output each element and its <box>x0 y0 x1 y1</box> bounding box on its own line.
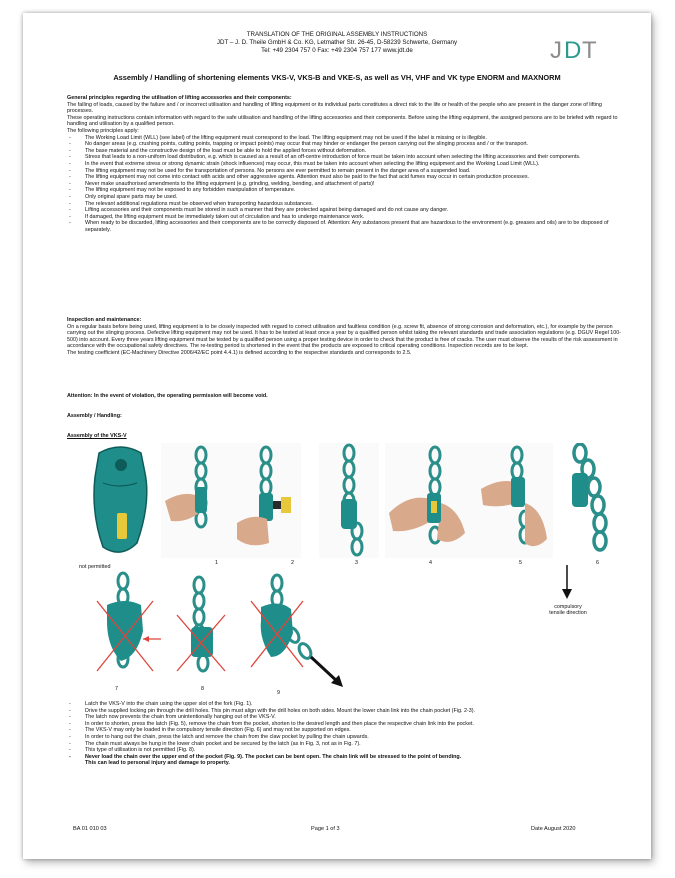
figure-4-label: 4 <box>429 560 432 566</box>
svg-text:T: T <box>582 37 597 63</box>
figure-8-label: 8 <box>201 686 204 692</box>
instructions-section <box>67 701 622 767</box>
vksv-heading: Assembly of the VKS-V <box>67 433 127 439</box>
figure-3-photo <box>319 443 379 558</box>
jdt-logo <box>550 35 600 63</box>
footer-page-number: Page 1 of 3 <box>311 826 340 832</box>
general-intro-2: These operating instructions contain information with regard to the safe utilisation and handling of the lifting accessories and their components. Before using the lifting equipment, the assigned persons are to be briefed with regard to handling and utilisation by a qualified person. <box>67 114 618 128</box>
principle-item: - Stress that leads to a non-uniform load distribution, e.g. which is caused as a result of an off-centre introduction of force must be taken into account when selecting the lifting accessories and their components. <box>67 154 622 161</box>
testing-coefficient: The testing coefficient (EC-Machinery Directive 2006/42/EC point 4.4.1) is defined according to the respective standards and corresponds to 2.5. <box>67 349 412 356</box>
figure-9-photo <box>249 573 349 688</box>
assembly-heading: Assembly / Handling: <box>67 413 122 419</box>
principle-item: - When ready to be discarded, lifting accessories and their components are to be correctly disposed of. Attention: Any substances present that are hazardous to the environment (e.g. greases and oils) are to be disposed of separately. <box>67 220 622 233</box>
principle-item: - No danger areas (e.g. crushing points, cutting points, trapping or impact points) may occur that may hinder or endanger the person carrying out the slinging process and / or the transport. <box>67 141 622 148</box>
tensile-label-line-2: tensile direction <box>549 610 587 616</box>
instruction-item: - The latch now prevents the chain from unintentionally hanging out of the VKS-V. <box>67 714 622 721</box>
figure-5-photo <box>473 443 553 558</box>
tensile-label-line-1: compulsory <box>554 604 582 610</box>
instruction-item: - In order to hang out the chain, press the latch and remove the chain from the claw pocket by pulling the chain upwards. <box>67 734 622 741</box>
figure-6-label: 6 <box>596 560 599 566</box>
principle-item: - The base material and the constructive design of the load must be able to hold the applied forces without deformation. <box>67 148 622 155</box>
principle-item: - Never make unauthorised amendments to the lifting equipment (e.g. grinding, welding, bending, and attachment of parts)! <box>67 181 622 188</box>
instruction-item: - In order to shorten, press the latch (Fig. 5), remove the chain from the pocket, shorten to the desired length and then place the respective chain link into the pocket. <box>67 721 622 728</box>
figure-7-label: 7 <box>115 686 118 692</box>
figure-4-photo <box>385 443 475 558</box>
figure-6-photo <box>558 443 618 563</box>
principle-item: - The relevant additional regulations must be observed when transporting hazardous substances. <box>67 201 622 208</box>
instruction-item: - Drive the supplied locking pin through the drill holes. This pin must align with the drill holes on both sides. Mount the lower chain link into the chain pocket (Fig. 2-3). <box>67 708 622 715</box>
inspection-heading: Inspection and maintenance: <box>67 317 142 323</box>
principle-item: - If damaged, the lifting equipment must be immediately taken out of circulation and has to undergo maintenance work. <box>67 214 622 221</box>
figure-2-label: 2 <box>291 560 294 566</box>
principle-item: - The lifting equipment may not be used for the transportation of persons. No persons are ever permitted to remain present in the danger area of a suspended load. <box>67 168 622 175</box>
figure-7-photo <box>93 571 163 681</box>
instruction-item: - Latch the VKS-V into the chain using the upper slot of the fork (Fig. 1). <box>67 701 622 708</box>
svg-text:D: D <box>564 37 583 63</box>
attention-note: Attention: In the event of violation, the operating permission will become void. <box>67 393 268 399</box>
principle-item: - The lifting equipment may not come into contact with acids and other aggressive agents. Attention must also be paid to the fact that acid fumes may occur in certain production processes. <box>67 174 622 181</box>
figure-1-photo <box>161 443 231 558</box>
instruction-item: - Never load the chain over the upper end of the pocket (Fig. 9). The pocket can be bent open. The chain link will be stressed to the point of bending. <box>67 754 622 761</box>
not-permitted-label: not permitted <box>79 564 111 570</box>
general-principles-heading: General principles regarding the utilisation of lifting accessories and their components: <box>67 95 292 101</box>
principle-item: - Only original spare parts may be used. <box>67 194 622 201</box>
header-line-1: TRANSLATION OF THE ORIGINAL ASSEMBLY INSTRUCTIONS <box>246 31 428 38</box>
footer-date: Date August 2020 <box>531 826 576 832</box>
inspection-section <box>67 317 622 357</box>
principle-item: - Lifting accessories and their components must be stored in such a manner that they are protected against being damaged and do not cause any danger. <box>67 207 622 214</box>
footer-doc-number: BA 01 010 03 <box>73 826 107 832</box>
instruction-item: - The chain must always be hung in the lower chain pocket and be secured by the latch (as in Fig. 3, not as in Fig. 7). <box>67 741 622 748</box>
document-title: Assembly / Handling of shortening elements VKS-V, VKS-B and VKE-S, as well as VH, VHF and VK type ENORM and MAXNORM <box>113 73 561 82</box>
tensile-direction-label <box>533 604 603 616</box>
principle-item: - The Working Load Limit (WLL) (see label) of the lifting equipment must correspond to the load. The lifting equipment may not be used if the label is missing or is illegible. <box>67 135 622 142</box>
instruction-item: - The VKS-V may only be loaded in the compulsory tensile direction (Fig. 6) and may not be supported on edges. <box>67 727 622 734</box>
document-page <box>23 13 651 859</box>
header-company-address: JDT – J. D. Theile GmbH & Co. KG, Letmather Str. 26-45, D-58239 Schwerte, Germany <box>216 39 458 46</box>
general-principles-section <box>67 95 622 233</box>
principles-list <box>67 135 622 234</box>
figure-8-photo <box>173 575 233 680</box>
general-intro-1: The falling of loads, caused by the failure and / or incorrect utilisation and handling of lifting equipment or its individual parts constitutes a direct risk to the life or health of the people who are present in the danger zone of lifting processes. <box>67 101 602 115</box>
inspection-text: On a regular basis before being used, lifting equipment is to be closely inspected with regard to correct utilisation and faultless condition (e.g. screw fit, absence of strong corrosion and deformation, etc.), for example by the person carrying out the slinging process. Defective lifting equipment may not be used. It has to be tested at least once a year by a qualified person whilst taking the relevant standards and trade association regulations (e.g. DGUV Regel 100-500) into account. Every three years lifting equipment must be tested by a qualified person using a proper testing device in order to check that the product is free of cracks. The user must observe the results of the risk assessment in accordance with the occupational safety directives. The re-testing period is shortened in the event that the products are exposed to critical operating conditions. Inspection records are to be kept. <box>67 323 622 350</box>
header-contact: Tel: +49 2304 757 0 Fax: +49 2304 757 177 www.jdt.de <box>261 47 413 54</box>
figure-5-label: 5 <box>519 560 522 566</box>
principle-item: - In the event that extreme stress or strong dynamic strain (shock influences) may occur, this must be taken into account when selecting the lifting equipment and the Working Load Limit (WLL). <box>67 161 622 168</box>
figure-vksv-product <box>81 443 161 563</box>
instructions-list <box>67 701 622 760</box>
tensile-direction-arrow-icon <box>560 565 574 601</box>
figure-3-label: 3 <box>355 560 358 566</box>
svg-text:J: J <box>550 37 563 63</box>
principle-item: - The lifting equipment may not be exposed to any forbidden manipulation of temperature. <box>67 187 622 194</box>
figure-1-label: 1 <box>215 560 218 566</box>
final-warning: This can lead to personal injury and damage to property. <box>85 760 230 767</box>
figure-9-label: 9 <box>277 690 280 696</box>
instruction-item: - This type of utilisation is not permitted (Fig. 8). <box>67 747 622 754</box>
figure-2-photo <box>231 443 301 558</box>
general-intro-3: The following principles apply: <box>67 127 139 134</box>
